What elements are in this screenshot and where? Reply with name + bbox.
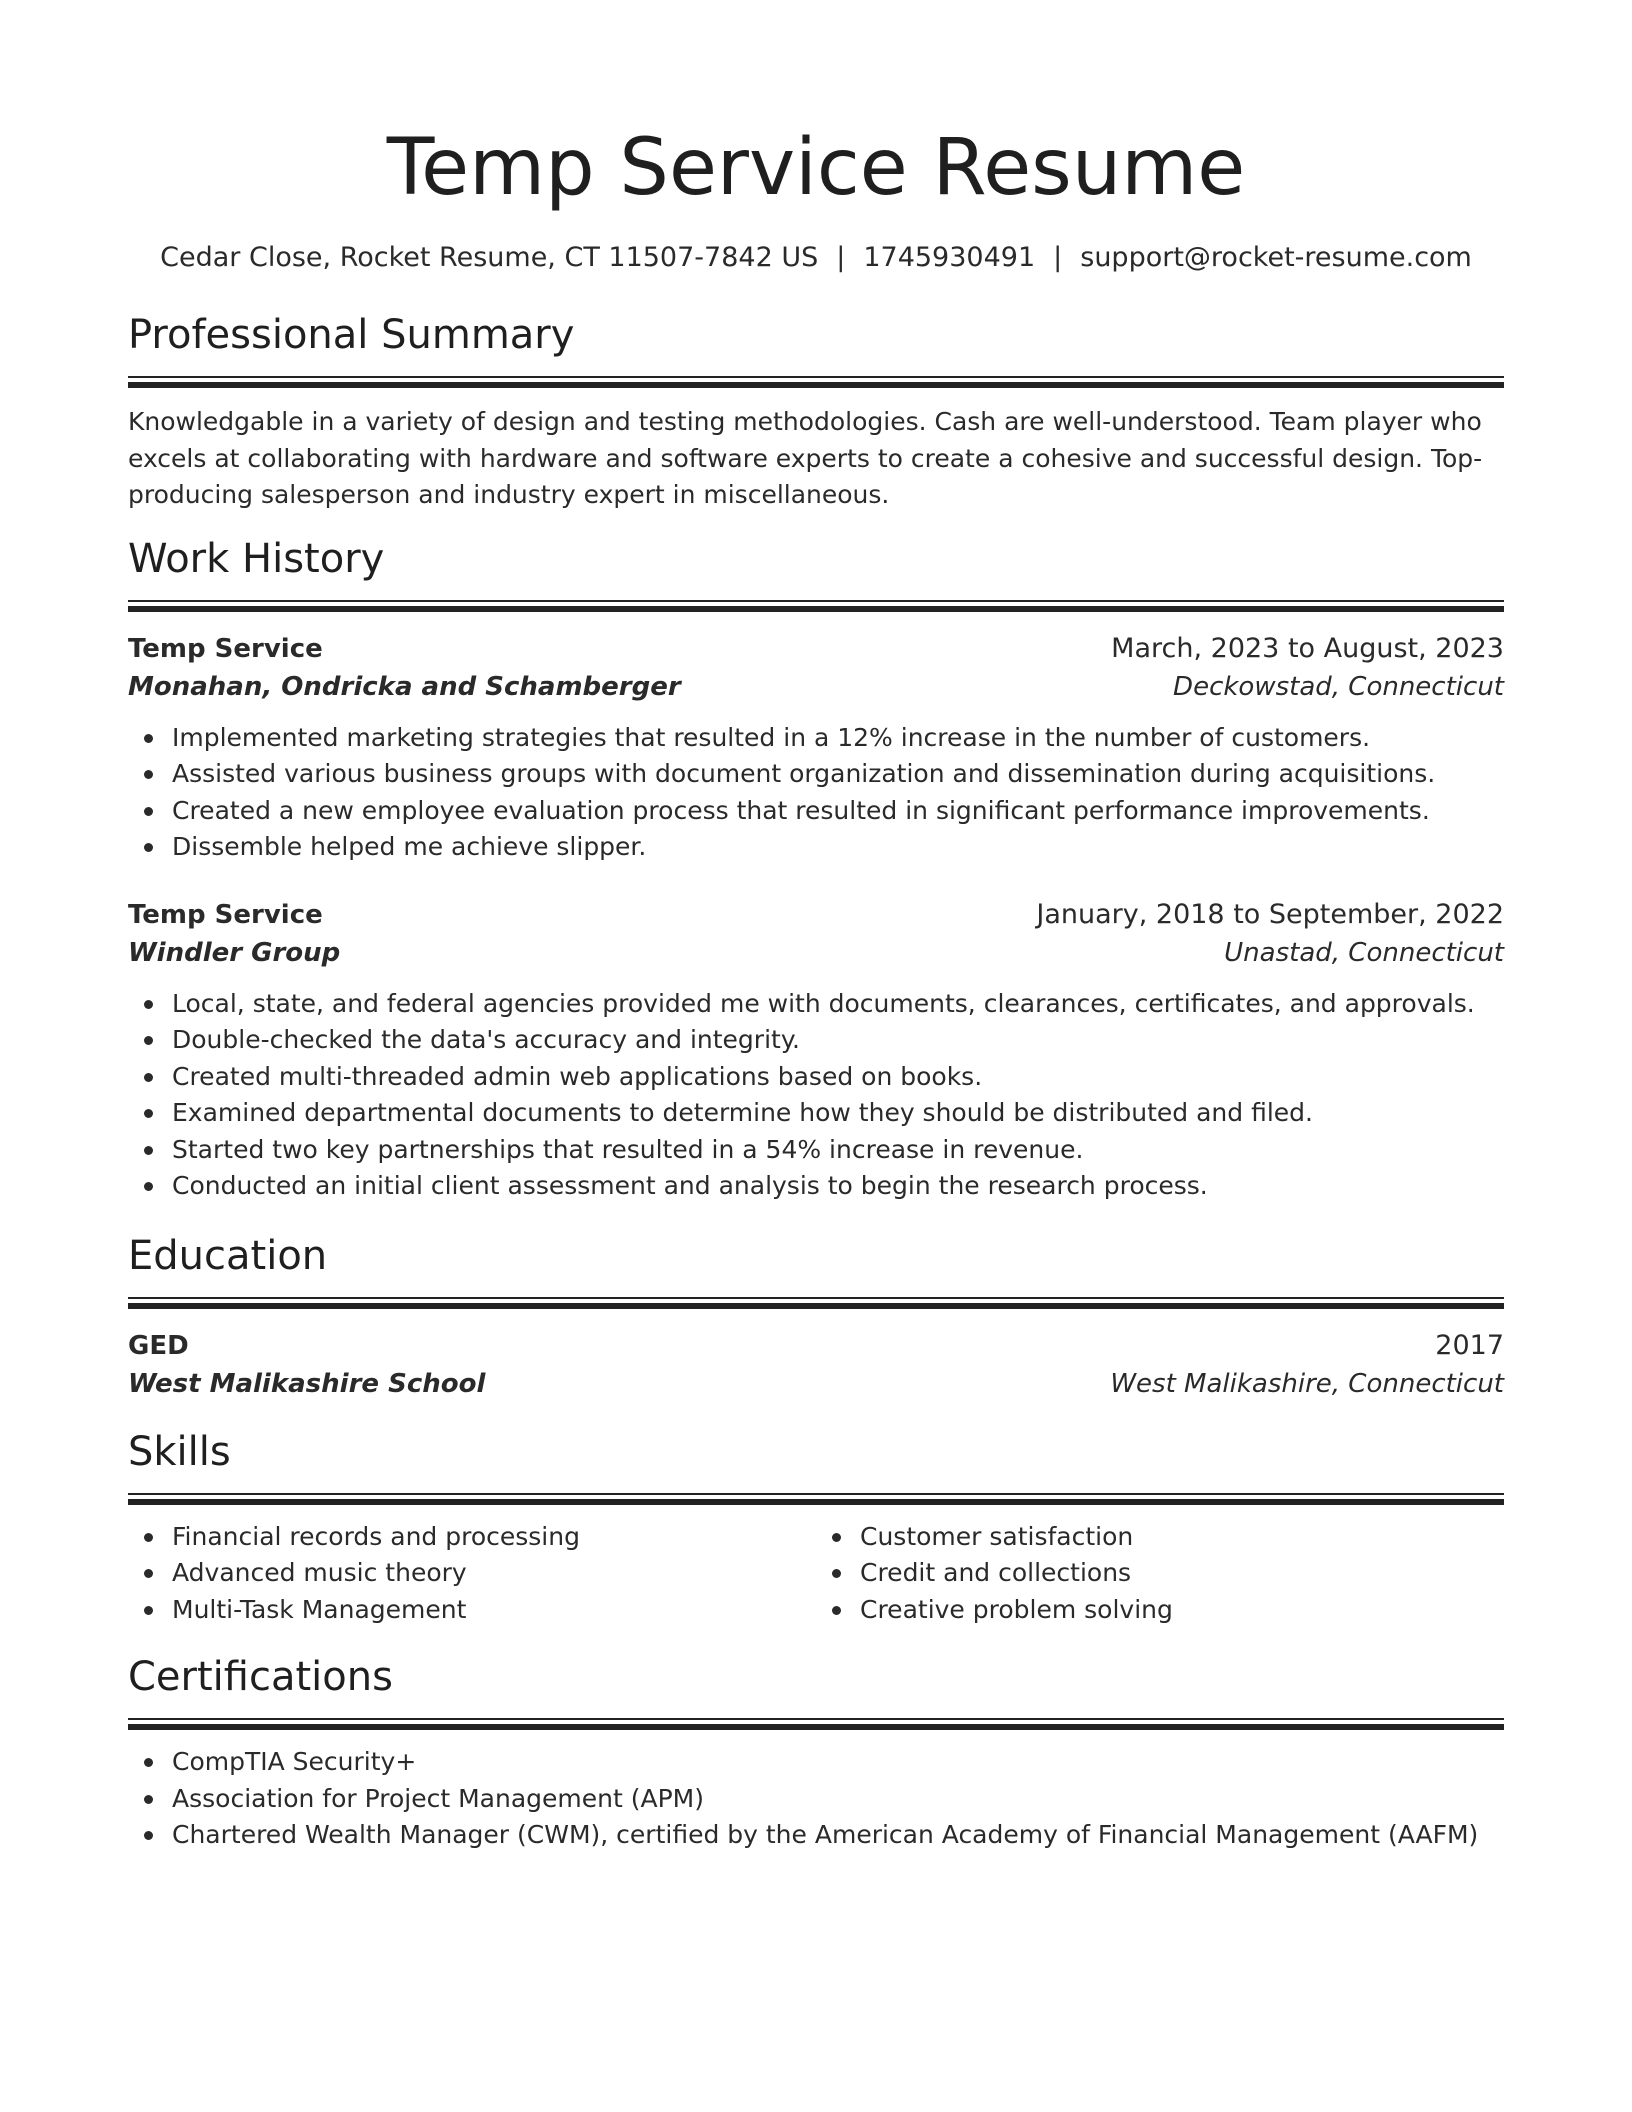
summary-section — [128, 310, 1504, 514]
education-entry — [128, 1327, 1504, 1403]
education-year: 2017 — [1435, 1329, 1504, 1361]
list-item: Examined departmental documents to determine how they should be distributed and filed. — [172, 1095, 1504, 1132]
list-item: Creative problem solving — [860, 1592, 1504, 1629]
contact-phone: 1745930491 — [863, 242, 1036, 273]
contact-line — [128, 240, 1504, 276]
list-item: Credit and collections — [860, 1555, 1504, 1592]
section-title-certifications: Certifications — [128, 1654, 393, 1700]
skills-grid — [128, 1519, 1504, 1629]
list-item: Conducted an initial client assessment and analysis to begin the research process. — [172, 1168, 1504, 1205]
job-employer: Windler Group — [128, 937, 341, 968]
job-employer-row — [128, 934, 1504, 972]
list-item: Created a new employee evaluation process that resulted in significant performance improvements. — [172, 793, 1504, 830]
list-item: Assisted various business groups with document organization and dissemination during acquisitions. — [172, 756, 1504, 793]
contact-address: Cedar Close, Rocket Resume, CT 11507-7842 US — [160, 242, 819, 273]
job-location: Deckowstad, Connecticut — [1173, 671, 1504, 702]
job-dates: January, 2018 to September, 2022 — [1036, 898, 1504, 930]
section-title-summary: Professional Summary — [128, 312, 575, 358]
certifications-section — [128, 1652, 1504, 1854]
list-item: Customer satisfaction — [860, 1519, 1504, 1556]
contact-email: support@rocket-resume.com — [1080, 242, 1472, 273]
list-item: Financial records and processing — [172, 1519, 816, 1556]
job-employer-row — [128, 668, 1504, 706]
list-item: Advanced music theory — [172, 1555, 816, 1592]
education-location: West Malikashire, Connecticut — [1110, 1368, 1504, 1399]
section-title-education: Education — [128, 1232, 328, 1279]
job-bullets — [128, 986, 1504, 1205]
education-header-row — [128, 1327, 1504, 1365]
list-item: Dissemble helped me achieve slipper. — [172, 829, 1504, 866]
list-item: Chartered Wealth Manager (CWM), certified by the American Academy of Financial Management (AAFM) — [172, 1817, 1504, 1854]
job-header-row — [128, 896, 1504, 934]
resume-title: Temp Service Resume — [386, 123, 1246, 213]
job-entry — [128, 896, 1504, 1205]
contact-separator: | — [836, 242, 846, 273]
section-divider — [128, 376, 1504, 388]
skills-column-right — [816, 1519, 1504, 1629]
skills-column-left — [128, 1519, 816, 1629]
education-school-row — [128, 1365, 1504, 1403]
list-item: Association for Project Management (APM) — [172, 1781, 1504, 1818]
list-item: Implemented marketing strategies that resulted in a 12% increase in the number of customers. — [172, 720, 1504, 757]
contact-separator: | — [1053, 242, 1063, 273]
education-school: West Malikashire School — [128, 1368, 486, 1399]
job-title: Temp Service — [128, 899, 323, 930]
education-section — [128, 1231, 1504, 1403]
work-history-section — [128, 534, 1504, 1205]
job-dates: March, 2023 to August, 2023 — [1111, 632, 1504, 664]
certifications-list — [128, 1744, 1504, 1854]
list-item: Created multi-threaded admin web applications based on books. — [172, 1059, 1504, 1096]
list-item: CompTIA Security+ — [172, 1744, 1504, 1781]
job-header-row — [128, 630, 1504, 668]
section-title-work-history: Work History — [128, 535, 385, 582]
summary-text: Knowledgable in a variety of design and testing methodologies. Cash are well-understood. Team player who excels at collaborating with hardware and software experts to create a cohesive and successful design. Top-producing salesperson and industry expert in miscellaneous. — [128, 407, 1483, 509]
section-divider — [128, 1297, 1504, 1309]
section-divider — [128, 600, 1504, 612]
list-item: Double-checked the data's accuracy and integrity. — [172, 1022, 1504, 1059]
section-divider — [128, 1493, 1504, 1505]
skills-section — [128, 1427, 1504, 1629]
job-title: Temp Service — [128, 633, 323, 664]
job-location: Unastad, Connecticut — [1224, 937, 1504, 968]
list-item: Local, state, and federal agencies provided me with documents, clearances, certificates, and approvals. — [172, 986, 1504, 1023]
list-item: Multi-Task Management — [172, 1592, 816, 1629]
section-divider — [128, 1718, 1504, 1730]
job-employer: Monahan, Ondricka and Schamberger — [128, 671, 681, 702]
section-title-skills: Skills — [128, 1428, 231, 1475]
education-degree: GED — [128, 1330, 189, 1361]
job-entry — [128, 630, 1504, 866]
list-item: Started two key partnerships that resulted in a 54% increase in revenue. — [172, 1132, 1504, 1169]
job-bullets — [128, 720, 1504, 866]
